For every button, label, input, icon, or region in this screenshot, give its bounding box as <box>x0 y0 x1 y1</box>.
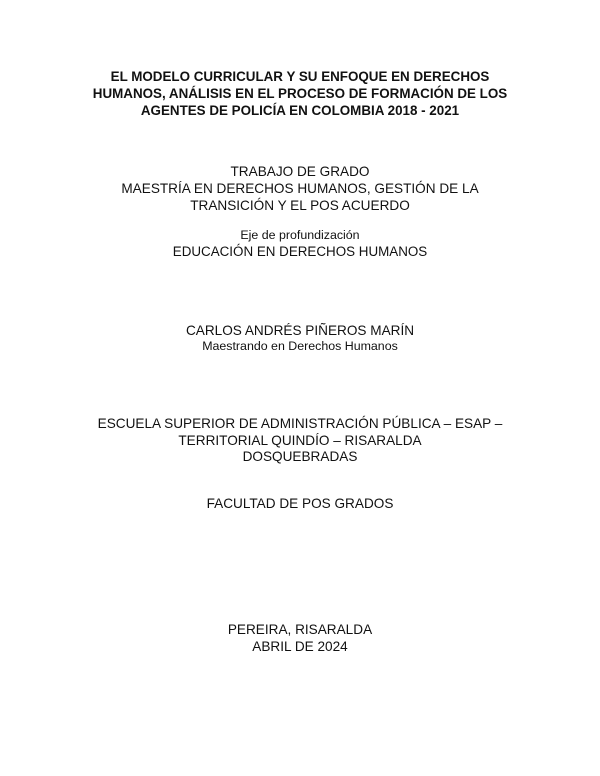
title-line: AGENTES DE POLICÍA EN COLOMBIA 2018 - 2021 <box>140 102 460 118</box>
institution-line: DOSQUEBRADAS <box>242 449 358 465</box>
axis-value: EDUCACIÓN EN DERECHOS HUMANOS <box>172 243 428 259</box>
thesis-program <box>0 164 600 214</box>
author-block <box>0 322 600 355</box>
institution-line: ESCUELA SUPERIOR DE ADMINISTRACIÓN PÚBLICA – ESAP – <box>97 416 503 431</box>
research-axis <box>0 228 600 260</box>
program-line: TRANSICIÓN Y EL POS ACUERDO <box>190 197 410 213</box>
faculty-block <box>0 495 600 512</box>
title-line: EL MODELO CURRICULAR Y SU ENFOQUE EN DERECHOS <box>110 69 490 84</box>
place-line: PEREIRA, RISARALDA <box>227 622 373 637</box>
author-name: CARLOS ANDRÉS PIÑEROS MARÍN <box>185 323 415 338</box>
thesis-type: TRABAJO DE GRADO <box>230 164 370 179</box>
place-date-block <box>0 622 600 655</box>
date-line: ABRIL DE 2024 <box>252 638 348 654</box>
author-role: Maestrando en Derechos Humanos <box>202 339 398 353</box>
institution-block <box>0 416 600 466</box>
title-line: HUMANOS, ANÁLISIS EN EL PROCESO DE FORMACIÓN DE LOS <box>92 85 508 101</box>
institution-line: TERRITORIAL QUINDÍO – RISARALDA <box>178 432 422 448</box>
document-title <box>0 69 600 119</box>
faculty-name: FACULTAD DE POS GRADOS <box>206 496 394 511</box>
program-line: MAESTRÍA EN DERECHOS HUMANOS, GESTIÓN DE LA <box>121 180 479 196</box>
axis-label: Eje de profundización <box>240 228 360 242</box>
